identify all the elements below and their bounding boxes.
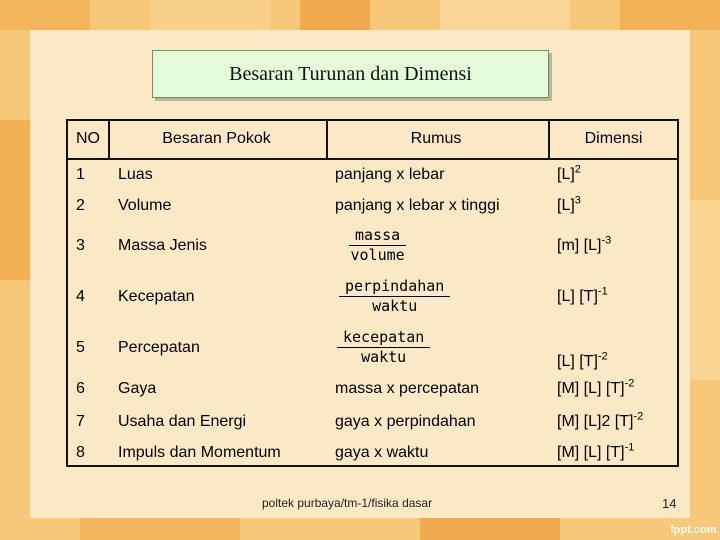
dimensi-exponent: -2 [597,350,608,363]
header-column-divider [108,119,110,160]
header-column-divider [548,119,550,160]
row-no: 2 [76,197,85,214]
row-no: 8 [76,444,85,461]
row-dimensi [547,373,680,405]
dimensi-base: [M] [L]2 [T] [557,413,634,430]
row-dimensi [547,220,680,271]
table-row [66,158,680,192]
fraction-denominator: waktu [361,348,407,366]
dimensi-exponent: 2 [574,163,581,176]
decor-tile [300,0,370,30]
row-rumus: gaya x perpindahan [335,413,476,430]
dimensi-base: [L] [557,197,575,214]
watermark: fppt.com [670,524,717,536]
row-dimensi [547,322,680,373]
dimensi-exponent: -1 [624,441,635,454]
decor-tile [420,518,560,540]
decor-tile [150,0,270,30]
row-rumus: panjang x lebar x tinggi [335,197,500,214]
row-rumus: panjang x lebar [335,166,445,183]
decor-tile [690,200,720,380]
decor-tile [440,0,570,30]
fraction-denominator: waktu [372,297,418,315]
row-no: 5 [76,338,85,356]
fraction-denominator: volume [350,246,405,264]
row-dimensi [547,439,680,467]
fraction-numerator: perpindahan [339,277,450,297]
header-divider [66,158,679,160]
table-row [66,271,680,322]
dimensi-base: [L] [557,166,575,183]
row-no: 4 [76,287,85,305]
header-column-divider [326,119,328,160]
dimensi-base: [M] [L] [T] [557,380,625,397]
row-besaran: Luas [118,166,153,183]
decor-tile [80,518,240,540]
decor-tile [0,0,90,30]
row-dimensi [547,271,680,322]
rumus-fraction [339,277,450,316]
fraction-numerator: kecepatan [337,328,430,348]
table-header-row [66,119,680,158]
dimensi-base: [M] [L] [T] [557,444,625,461]
row-no: 3 [76,236,85,254]
dimensi-exponent: -1 [597,285,608,298]
dimensi-exponent: 3 [574,194,581,207]
dimensi-exponent: -2 [624,377,635,390]
table-row [66,439,680,467]
slide-title: Besaran Turunan dan Dimensi [152,50,549,98]
table-row [66,373,680,405]
table-row [66,220,680,271]
header-dimensi: Dimensi [584,129,643,147]
row-besaran: Gaya [118,380,157,397]
row-rumus: massa x percepatan [335,380,480,397]
row-dimensi [547,192,680,220]
dimensi-base: [L] [T] [557,287,598,305]
row-no: 6 [76,380,85,397]
table-row [66,322,680,373]
row-rumus: gaya x waktu [335,444,429,461]
row-dimensi [547,158,680,192]
row-besaran: Impuls dan Momentum [118,444,281,461]
row-rumus [325,322,547,373]
row-rumus [325,220,547,271]
footer-text: poltek purbaya/tm-1/fisika dasar [262,496,433,510]
header-besaran: Besaran Pokok [162,129,271,147]
row-dimensi [547,405,680,439]
dimensi-base: [m] [L] [557,236,602,254]
decor-tile [0,120,30,280]
header-no: NO [76,129,100,147]
dimensi-exponent: -3 [601,234,612,247]
row-besaran: Massa Jenis [118,236,207,254]
dimensi-base: [L] [T] [557,353,598,370]
rumus-fraction [337,328,430,367]
table-row [66,405,680,439]
row-besaran: Volume [118,197,172,214]
fraction-numerator: massa [349,226,406,246]
row-no: 7 [76,413,85,430]
decor-tile [620,0,720,30]
dimension-table [66,119,680,467]
dimensi-exponent: -2 [633,410,644,423]
row-no: 1 [76,166,85,183]
header-rumus: Rumus [410,129,462,147]
rumus-fraction [349,226,406,265]
table-row [66,192,680,220]
row-besaran: Percepatan [118,338,200,356]
page-number: 14 [662,496,677,511]
row-rumus [325,271,547,322]
row-besaran: Kecepatan [118,287,195,305]
row-besaran: Usaha dan Energi [118,413,247,430]
